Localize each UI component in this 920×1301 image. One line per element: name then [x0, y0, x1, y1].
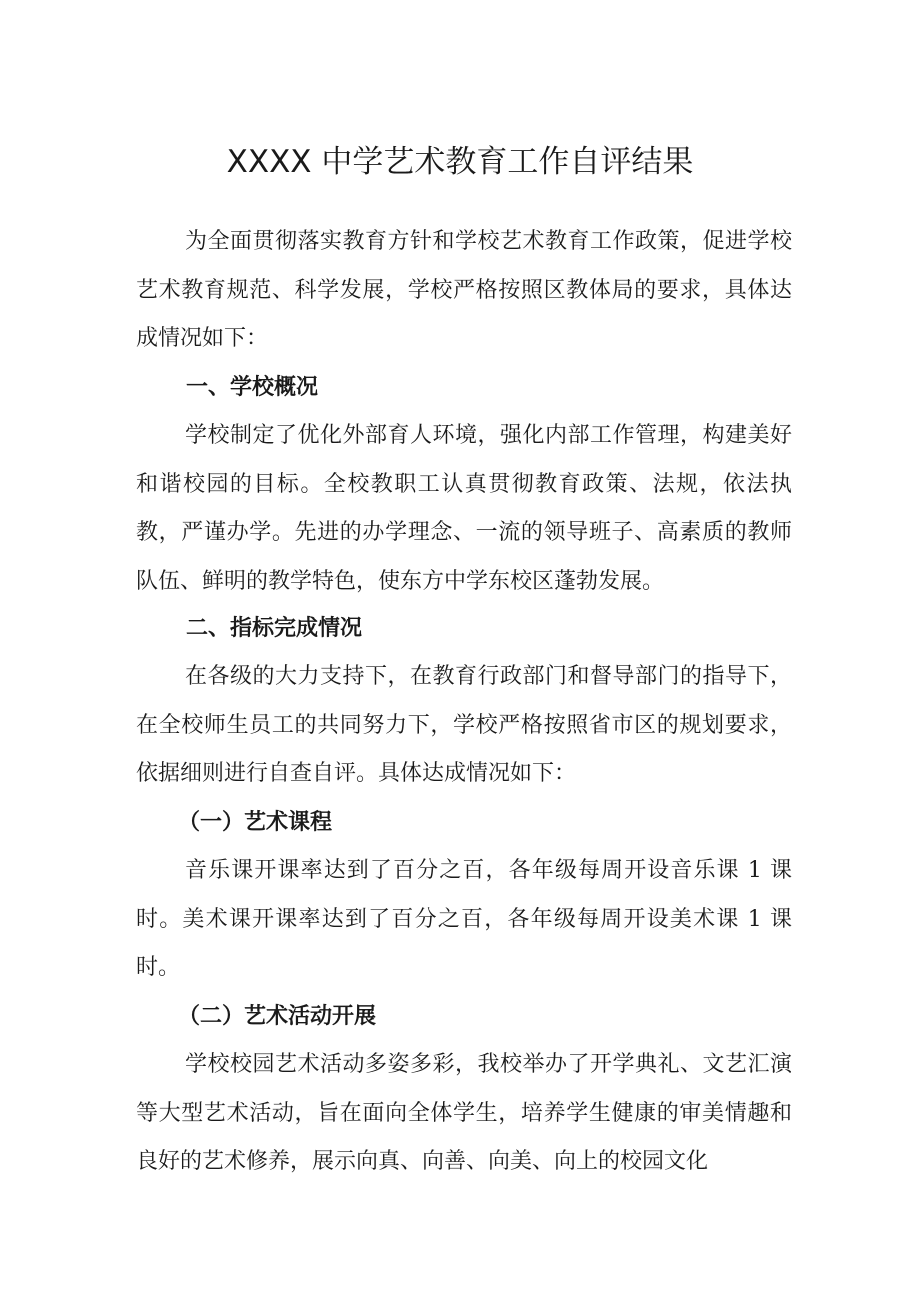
subheading-art-courses: （一）艺术课程: [178, 810, 333, 835]
section-heading-indicator-completion: 二、指标完成情况: [186, 616, 363, 641]
indicator-completion-paragraph: 在各级的大力支持下，在教育行政部门和督导部门的指导下，在全校师生员工的共同努力下，学校严格按照省市区的规划要求，依据细则进行自查自评。具体达成情况如下：: [136, 664, 792, 786]
section-heading-school-overview: 一、学校概况: [186, 375, 319, 400]
school-overview-paragraph: 学校制定了优化外部育人环境，强化内部工作管理，构建美好和谐校园的目标。全校教职工认真贯彻教育政策、法规，依法执教，严谨办学。先进的办学理念、一流的领导班子、高素质的教师队伍、鲜明的教学特色，使东方中学东校区蓬勃发展。: [136, 423, 792, 594]
art-courses-paragraph: 音乐课开课率达到了百分之百，各年级每周开设音乐课 1 课时。美术课开课率达到了百分之百，各年级每周开设美术课 1 课时。: [136, 858, 792, 980]
subheading-art-activities: （二）艺术活动开展: [178, 1004, 377, 1029]
document-title: XXXX 中学艺术教育工作自评结果: [226, 143, 694, 180]
art-activities-paragraph: 学校校园艺术活动多姿多彩，我校举办了开学典礼、文艺汇演等大型艺术活动，旨在面向全体学生，培养学生健康的审美情趣和良好的艺术修养，展示向真、向善、向美、向上的校园文化: [136, 1052, 792, 1174]
intro-paragraph: 为全面贯彻落实教育方针和学校艺术教育工作政策，促进学校艺术教育规范、科学发展，学校严格按照区教体局的要求，具体达成情况如下：: [136, 229, 792, 351]
